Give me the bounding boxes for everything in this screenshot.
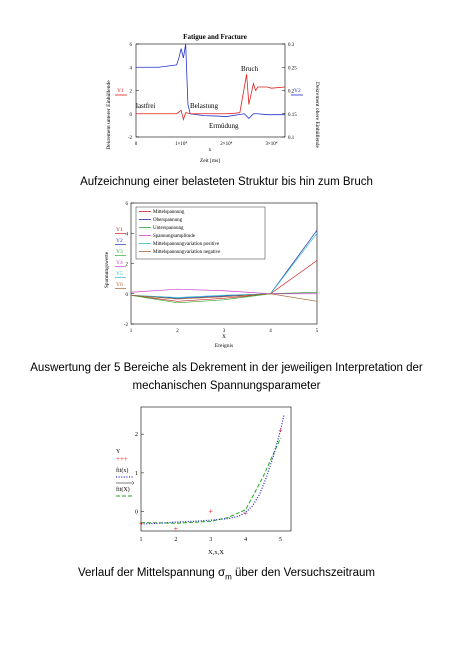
fig2-x-tick-label: 5 (315, 329, 319, 334)
fig3-data-point: + (138, 518, 144, 528)
fig3-caption-suffix: über den Versuchszeitraum (231, 567, 375, 579)
fig3-legend-arrow-icon (132, 482, 134, 485)
fig3-data-point: + (243, 509, 248, 519)
fig1-yleft-tick-label: -2 (127, 136, 132, 141)
fig2-y-tick-label: 6 (125, 202, 128, 207)
fig3-y-tick-label: 0 (135, 509, 138, 516)
fig1-yleft-tick-label: 2 (129, 89, 132, 95)
fig1-x-tick-label: 1×10⁴ (175, 142, 188, 147)
fig2-xlabel-var: X (222, 334, 226, 340)
fig3-legend-fitX: fit(X) (116, 487, 130, 493)
fig1-yleft-tick-label: 4 (129, 66, 132, 72)
fig3-xlabel: X,x,X (208, 549, 224, 556)
fig2-caption-line1: Auswertung der 5 Bereiche als Dekrement in der jeweiligen Interpretation der (30, 362, 423, 374)
fig1-caption: Aufzeichnung einer belasteten Struktur bis hin zum Bruch (80, 176, 373, 188)
fig2-side-label: Y2 (116, 238, 123, 244)
fig2-side-label: Y1 (116, 227, 123, 233)
fig1-annotation-ermuedung: Ermüdung (209, 122, 239, 130)
fig2-side-label: Y5 (116, 271, 123, 277)
fig3-data-point: + (173, 524, 179, 534)
fig2-legend-entry: Unterspannung (153, 226, 184, 231)
fig2-xlabel: Ereignis (214, 343, 234, 349)
fig2-legend-entry: Mittelspannungvariation negative (153, 250, 221, 255)
fig1-ylabel-right: Dekrement obere Einhüllende (314, 82, 320, 148)
fig2-x-tick-label: 4 (269, 329, 272, 334)
fig2-y-tick-label: 2 (125, 262, 128, 268)
figure-fatigue-fracture (95, 30, 335, 180)
fig3-caption (0, 565, 453, 585)
fig3-legend-y: Y (116, 449, 121, 455)
fig3-x-tick-label: 5 (279, 537, 283, 543)
fig2-y-tick-label: 4 (125, 232, 128, 238)
fig3-legend-fitx: fit(x) (116, 468, 129, 474)
fig1-series-y1-line (136, 74, 285, 119)
fig1-yleft-tick-label: 0 (129, 112, 132, 118)
fig1-ylabel-left: Dekrement unterer Einhüllende (106, 80, 112, 150)
fig3-x-tick-label: 1 (139, 537, 143, 543)
figure-spannungsparameter (95, 198, 335, 358)
fig3-x-tick-label: 2 (174, 537, 178, 543)
fig1-annotation-lastfrei: lastfrei (136, 102, 156, 110)
fig1-yright-tick-label: 0.15 (288, 112, 297, 118)
fig1-xlabel-var: x (208, 147, 212, 153)
fig2-side-label: Y3 (116, 249, 123, 255)
fig3-y-tick-label: 2 (135, 432, 138, 439)
fig1-annotation-belastung: Belastung (190, 102, 218, 110)
fig1-x-tick-label: 0 (134, 142, 138, 147)
fig2-legend-entry: Mittelspannungvariation positive (153, 242, 220, 247)
fig2-series-line (131, 294, 317, 302)
fig1-x-tick-label: 3×10⁴ (265, 142, 278, 147)
fig2-side-label: Y6 (116, 282, 123, 288)
fig3-y-tick-label: 1 (135, 470, 138, 477)
fig2-legend-entry: Mittelspannung (153, 210, 185, 215)
fig2-x-tick-label: 3 (222, 329, 226, 334)
fig1-annotation-bruch: Bruch (241, 65, 259, 73)
fig3-data-point: + (208, 507, 214, 517)
fig2-x-tick-label: 2 (176, 329, 179, 334)
fig1-yright-tick-label: 0.25 (288, 66, 297, 72)
fig2-legend-entry: Spannungsamplitude (153, 234, 195, 239)
fig3-x-tick-label: 3 (209, 537, 213, 543)
fig3-data-point: + (278, 425, 283, 435)
fig1-yright-tick-label: 0.3 (288, 43, 295, 48)
fig2-side-label: Y4 (116, 260, 123, 266)
fig1-y2-label: Y2 (294, 88, 301, 94)
fig1-xlabel: Zeit [ms] (199, 158, 221, 164)
fig2-ylabel: Spannungswerte (104, 251, 110, 289)
fig2-y-tick-label: 0 (125, 292, 128, 298)
fig1-yright-tick-label: 0.1 (288, 136, 295, 141)
figure-mittelspannung-fit (110, 402, 300, 562)
fig2-x-tick-label: 1 (129, 329, 133, 334)
fig1-yright-tick-label: 0.2 (288, 89, 295, 95)
fig3-caption-prefix: Verlauf der Mittelspannung σ (78, 567, 226, 579)
fig3-legend-y-marker: +++ (116, 455, 128, 463)
fig1-y1-label: Y1 (117, 88, 124, 94)
fig2-caption-line2: mechanischen Spannungsparameter (132, 380, 321, 392)
fig3-x-tick-label: 4 (244, 537, 248, 543)
fig2-legend-entry: Oberspannung (153, 218, 183, 223)
fig1-title: Fatigue and Fracture (183, 33, 247, 41)
fig1-yleft-tick-label: 6 (129, 43, 132, 48)
fig3-caption-subscript: m (225, 572, 232, 582)
fig2-y-tick-label: -2 (123, 323, 128, 328)
fig1-x-tick-label: 2×10⁴ (220, 142, 233, 147)
fig3-plot-frame (138, 407, 291, 531)
